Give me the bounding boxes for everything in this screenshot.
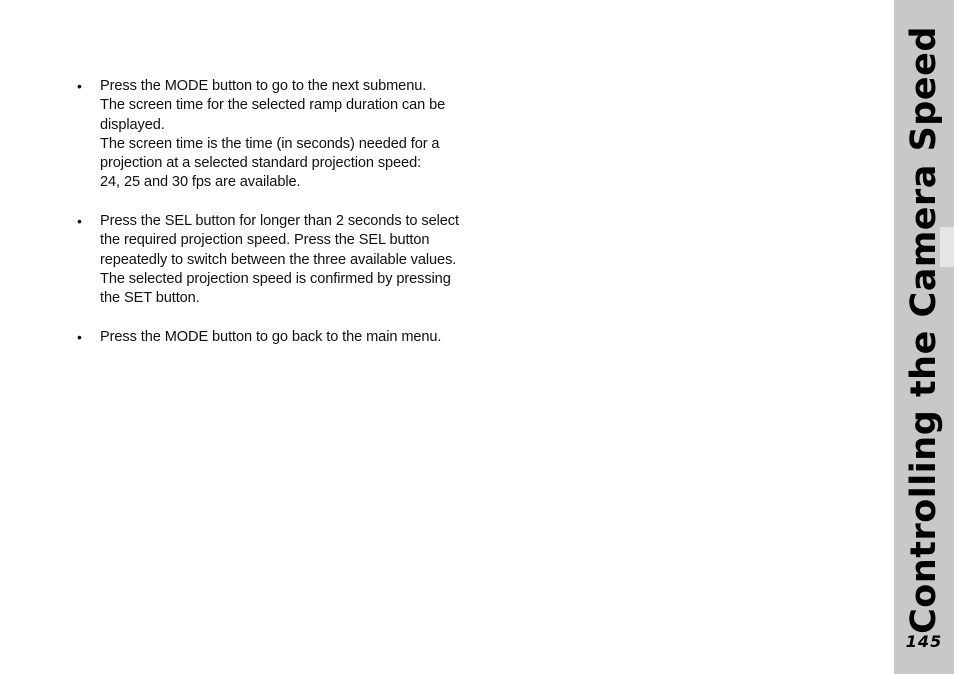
page-number: 145 xyxy=(905,632,943,651)
main-content xyxy=(77,77,477,366)
text-line: projection at a selected standard projection speed: xyxy=(100,155,422,172)
bullet-icon: • xyxy=(77,213,82,230)
text-line: Press the MODE button to go to the next submenu. xyxy=(100,78,427,94)
list-item xyxy=(77,328,477,347)
list-item xyxy=(77,77,477,193)
bullet-icon: • xyxy=(77,328,82,345)
bullet-icon: • xyxy=(77,78,82,94)
text-line: displayed. xyxy=(100,116,165,133)
section-title: Controlling the Camera Speed xyxy=(904,26,944,634)
text-line: The screen time is the time (in seconds) needed for a xyxy=(100,135,440,152)
text-line: Press the MODE button to go back to the main menu. xyxy=(100,328,442,345)
text-line: the required projection speed. Press the SEL button xyxy=(100,232,430,249)
text-line: 24, 25 and 30 fps are available. xyxy=(100,174,301,191)
text-line: Press the SEL button for longer than 2 seconds to select xyxy=(100,213,459,230)
text-line: the SET button. xyxy=(100,290,200,307)
list-item xyxy=(77,212,477,308)
text-line: repeatedly to switch between the three available values. xyxy=(100,251,457,268)
text-line: The selected projection speed is confirmed by pressing xyxy=(100,270,451,287)
text-line: The screen time for the selected ramp duration can be xyxy=(100,97,446,114)
instruction-list xyxy=(77,77,477,347)
